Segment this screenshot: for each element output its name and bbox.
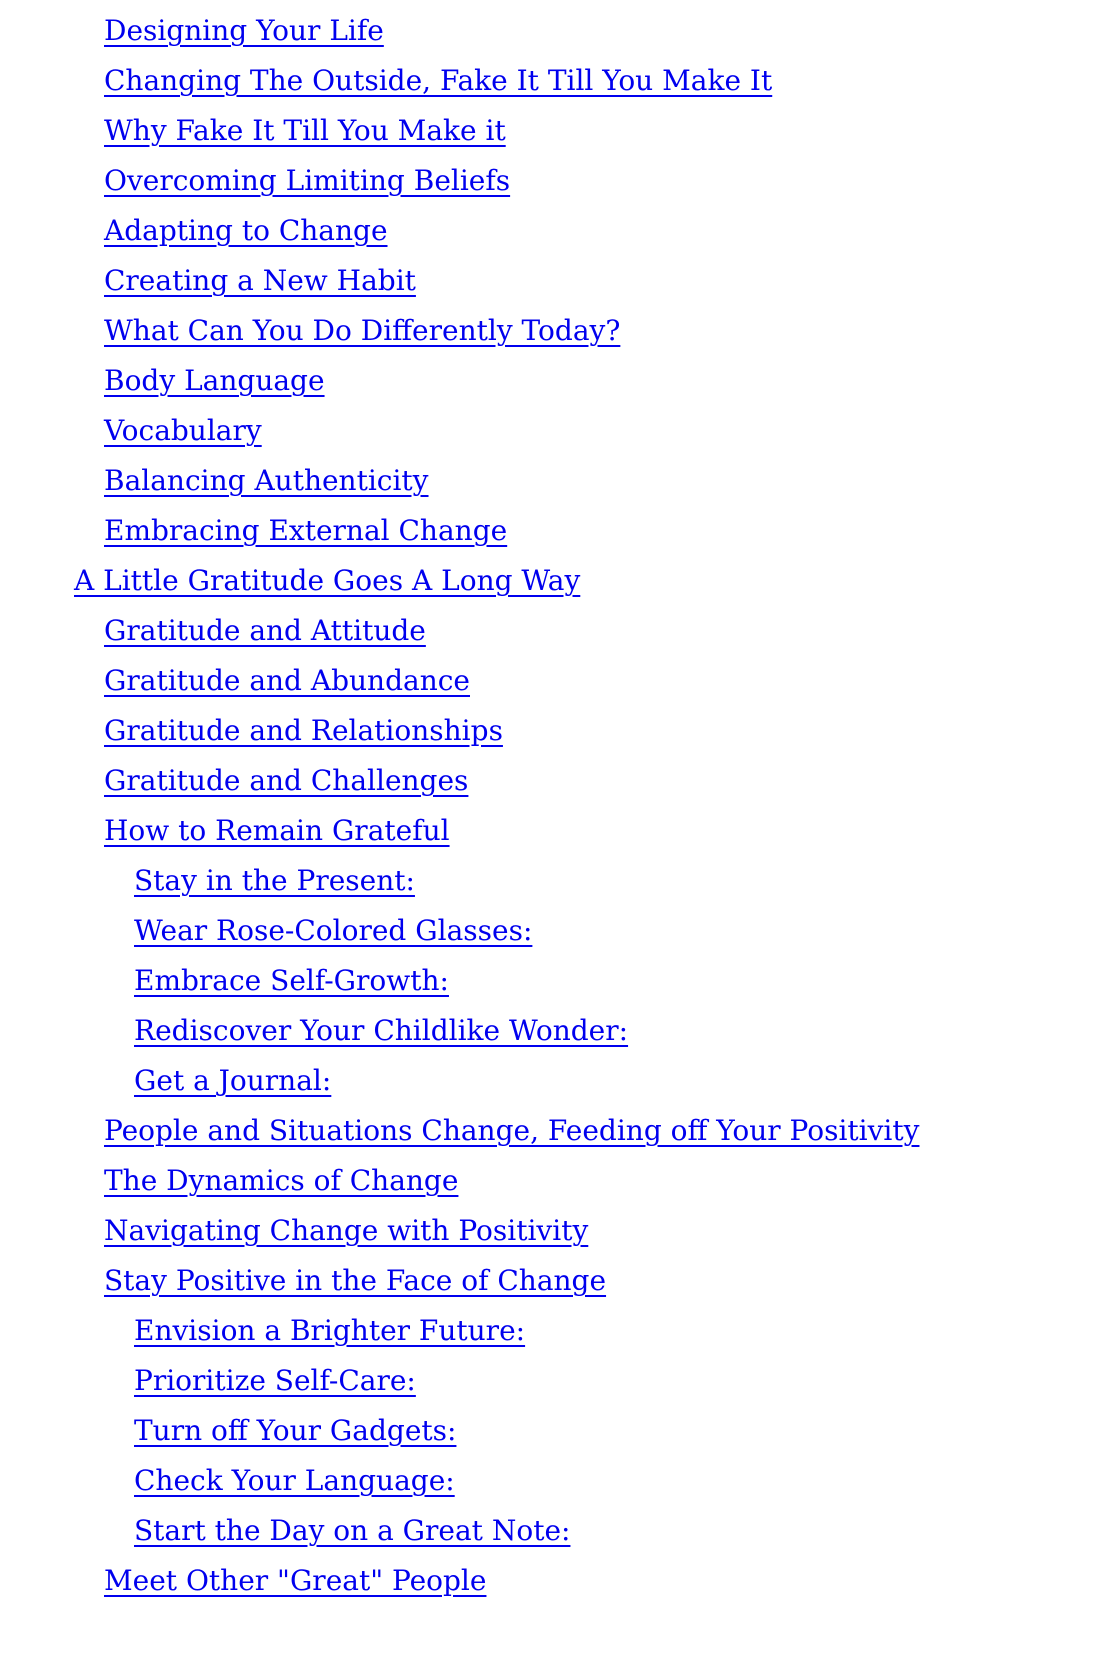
toc-link[interactable]: People and Situations Change, Feeding off Your Positivity xyxy=(104,1114,920,1147)
toc-item xyxy=(104,306,620,356)
toc-link[interactable]: The Dynamics of Change xyxy=(104,1164,459,1197)
toc-subitem xyxy=(134,1456,455,1506)
toc-link[interactable]: Designing Your Life xyxy=(104,14,384,47)
toc-link[interactable]: Vocabulary xyxy=(104,414,262,447)
toc-sublink[interactable]: Envision a Brighter Future: xyxy=(134,1314,526,1347)
toc-item xyxy=(104,456,429,506)
toc-link[interactable]: Gratitude and Abundance xyxy=(104,664,470,697)
toc-link[interactable]: Gratitude and Attitude xyxy=(104,614,426,647)
toc-link[interactable]: Creating a New Habit xyxy=(104,264,416,297)
toc-item xyxy=(104,1556,486,1606)
toc-subitem xyxy=(134,1506,570,1556)
toc-sublink[interactable]: Start the Day on a Great Note: xyxy=(134,1514,571,1547)
toc-link[interactable]: Gratitude and Challenges xyxy=(104,764,469,797)
toc-link[interactable]: How to Remain Grateful xyxy=(104,814,450,847)
toc-subitem xyxy=(134,1406,456,1456)
toc-item xyxy=(104,356,325,406)
toc-item xyxy=(104,106,506,156)
toc-link[interactable]: Overcoming Limiting Beliefs xyxy=(104,164,511,197)
toc-item xyxy=(104,756,468,806)
toc-link[interactable]: Gratitude and Relationships xyxy=(104,714,503,747)
toc-sublink[interactable]: Turn off Your Gadgets: xyxy=(134,1414,457,1447)
toc-subitem xyxy=(134,1306,525,1356)
toc-sublink[interactable]: Check Your Language: xyxy=(134,1464,455,1497)
toc-chapter-link[interactable]: A Little Gratitude Goes A Long Way xyxy=(74,564,581,597)
toc-item xyxy=(104,6,384,56)
toc-item xyxy=(104,506,507,556)
toc-link[interactable]: Embracing External Change xyxy=(104,514,508,547)
toc-item xyxy=(104,806,450,856)
toc-item xyxy=(104,56,772,106)
toc-link[interactable]: Stay Positive in the Face of Change xyxy=(104,1264,607,1297)
toc-sublink[interactable]: Embrace Self-Growth: xyxy=(134,964,449,997)
toc-subitem xyxy=(134,1356,416,1406)
toc-item xyxy=(104,1106,919,1156)
toc-link[interactable]: Balancing Authenticity xyxy=(104,464,429,497)
toc-item xyxy=(104,706,503,756)
toc-subitem xyxy=(134,906,532,956)
toc-link[interactable]: Navigating Change with Positivity xyxy=(104,1214,589,1247)
toc-sublink[interactable]: Get a Journal: xyxy=(134,1064,332,1097)
toc-sublink[interactable]: Rediscover Your Childlike Wonder: xyxy=(134,1014,629,1047)
toc-item xyxy=(104,206,388,256)
toc-item xyxy=(104,1256,606,1306)
toc-item xyxy=(104,156,510,206)
toc-item xyxy=(104,256,416,306)
toc-sublink[interactable]: Stay in the Present: xyxy=(134,864,415,897)
toc-subitem xyxy=(134,956,449,1006)
toc-chapter xyxy=(74,556,580,606)
toc-item xyxy=(104,606,426,656)
toc-link[interactable]: What Can You Do Differently Today? xyxy=(104,314,621,347)
toc-item xyxy=(104,656,470,706)
toc-subitem xyxy=(134,1006,628,1056)
toc-subitem xyxy=(134,856,415,906)
toc-link[interactable]: Adapting to Change xyxy=(104,214,388,247)
toc-subitem xyxy=(134,1056,331,1106)
toc-item xyxy=(104,1206,588,1256)
toc-item xyxy=(104,406,262,456)
toc-sublink[interactable]: Wear Rose-Colored Glasses: xyxy=(134,914,533,947)
toc-link[interactable]: Body Language xyxy=(104,364,325,397)
toc-link[interactable]: Meet Other "Great" People xyxy=(104,1564,487,1597)
toc-link[interactable]: Changing The Outside, Fake It Till You Make It xyxy=(104,64,773,97)
toc-item xyxy=(104,1156,458,1206)
toc-link[interactable]: Why Fake It Till You Make it xyxy=(104,114,506,147)
toc-sublink[interactable]: Prioritize Self-Care: xyxy=(134,1364,416,1397)
